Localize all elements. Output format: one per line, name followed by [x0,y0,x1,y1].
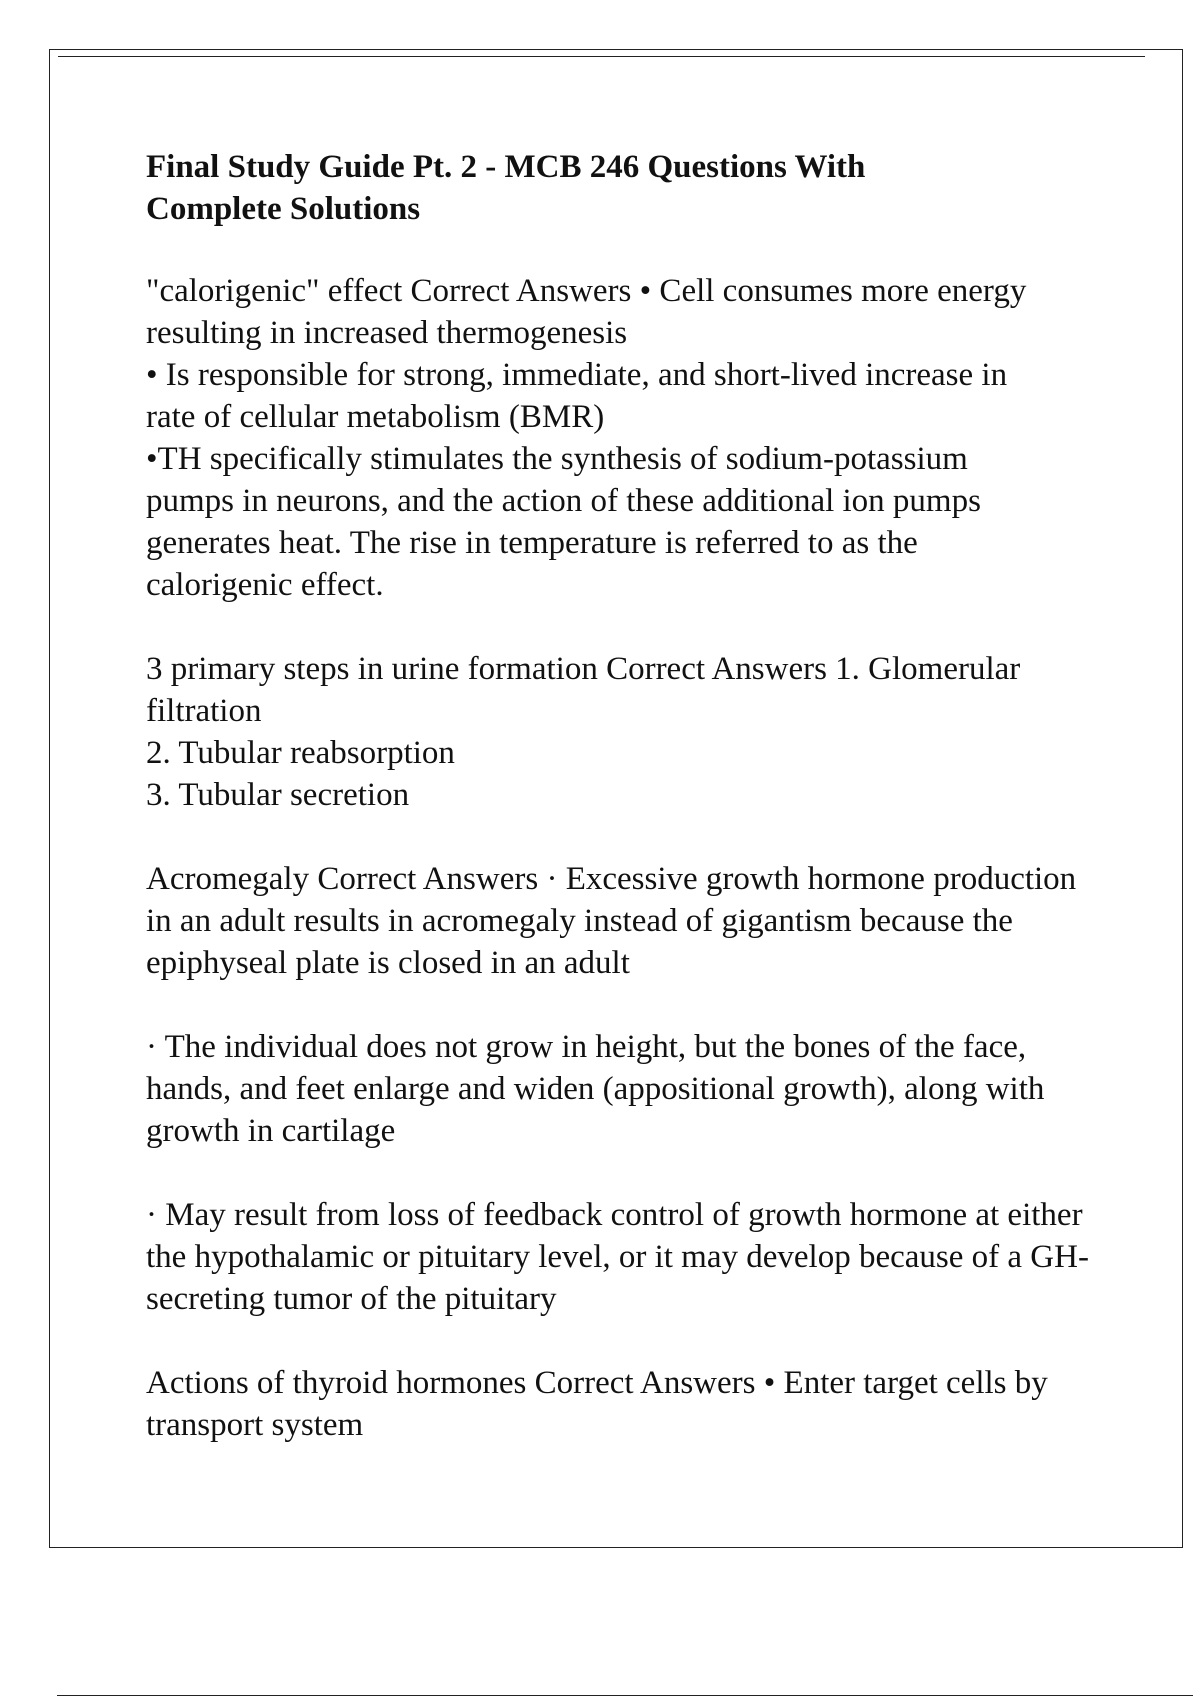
entry-line: 2. Tubular reabsorption [146,735,455,771]
entry-paragraph: · May result from loss of feedback control of growth hormone at either the hypothalamic or pituitary level, or it may develop because of a GH-secreting tumor of the pituitary [146,1197,1089,1317]
bottom-rule [57,1695,1193,1696]
document-body [146,146,1146,1488]
document-title: Final Study Guide Pt. 2 - MCB 246 Questions With Complete Solutions [146,149,866,227]
entry-line: • Is responsible for strong, immediate, and short-lived increase in rate of cellular metabolism (BMR) [146,357,1008,435]
entry-calorigenic-effect [146,270,1056,606]
entry-paragraph: Acromegaly Correct Answers · Excessive growth hormone production in an adult results in acromegaly instead of gigantism because the epiphyseal plate is closed in an adult [146,861,1077,981]
entry-paragraph: · The individual does not grow in height, but the bones of the face, hands, and feet enlarge and widen (appositional growth), along with growth in cartilage [146,1029,1045,1149]
entry-urine-formation [146,648,1056,816]
page-frame [49,49,1183,1548]
entry-line: •TH specifically stimulates the synthesis of sodium-potassium pumps in neurons, and the action of these additional ion pumps generates heat. The rise in temperature is referred to as the calorigenic effect. [146,441,981,603]
top-rule [58,56,1145,57]
entry-acromegaly [146,858,1106,1320]
entry-line: 3. Tubular secretion [146,777,410,813]
entry-line: 3 primary steps in urine formation Correct Answers 1. Glomerular filtration [146,651,1021,729]
entry-line: "calorigenic" effect Correct Answers • Cell consumes more energy resulting in increased thermogenesis [146,273,1027,351]
entry-line: Actions of thyroid hormones Correct Answers • Enter target cells by transport system [146,1365,1048,1443]
entry-thyroid-hormones [146,1362,1056,1446]
